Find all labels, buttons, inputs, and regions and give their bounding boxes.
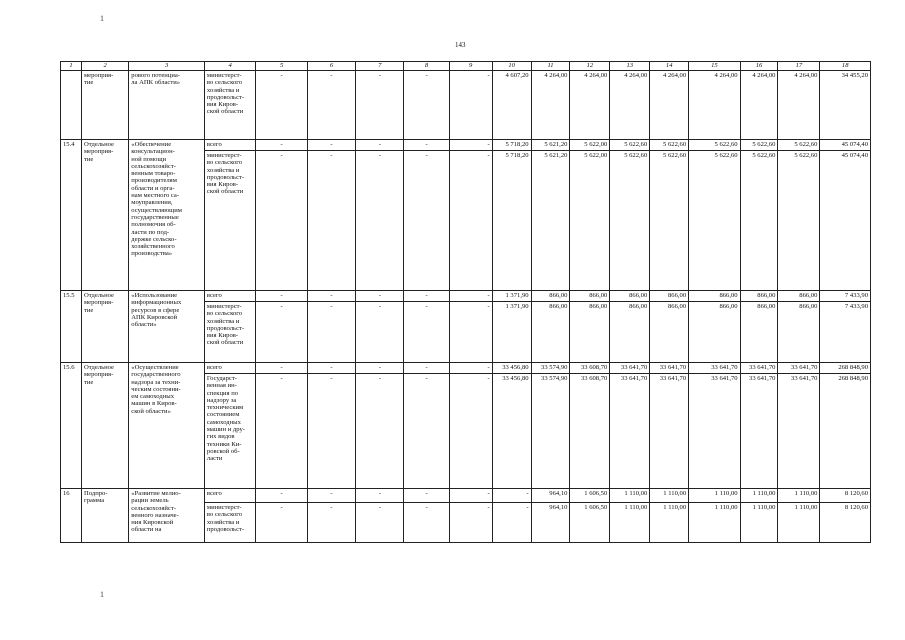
value-cell: 33 641,70: [689, 363, 740, 374]
table-row: [61, 140, 871, 151]
value-cell: 866,00: [650, 291, 689, 302]
value-cell: 5 622,00: [570, 140, 610, 151]
value-cell: 5 622,60: [650, 140, 689, 151]
row-type-cell: Отдельное мероприя- тие: [82, 140, 129, 291]
value-cell: 1 371,90: [492, 291, 531, 302]
value-cell: 4 264,00: [740, 71, 778, 140]
value-cell: 33 641,70: [610, 363, 650, 374]
value-cell: 4 264,00: [778, 71, 820, 140]
value-cell: -: [404, 291, 449, 302]
value-cell: -: [256, 140, 307, 151]
value-cell: -: [256, 503, 307, 543]
value-cell: -: [449, 291, 492, 302]
row-total-label-cell: всего: [204, 489, 255, 503]
table-row: [61, 489, 871, 503]
value-cell: 4 264,00: [570, 71, 610, 140]
value-cell: 33 608,70: [570, 363, 610, 374]
value-cell: 4 264,00: [689, 71, 740, 140]
value-cell: 7 433,90: [820, 302, 871, 363]
value-cell: 5 621,20: [531, 151, 570, 291]
value-cell: 866,00: [531, 302, 570, 363]
value-cell: 5 718,20: [492, 140, 531, 151]
value-cell: 33 641,70: [650, 374, 689, 489]
value-cell: -: [356, 374, 404, 489]
value-cell: 268 848,90: [820, 363, 871, 374]
value-cell: 33 574,90: [531, 363, 570, 374]
value-cell: 866,00: [531, 291, 570, 302]
value-cell: 4 264,00: [531, 71, 570, 140]
value-cell: 866,00: [610, 291, 650, 302]
row-responsible-cell: министерст- во сельского хозяйства и продовольст- вия Киров- ской области: [204, 302, 255, 363]
value-cell: 5 622,60: [778, 140, 820, 151]
value-cell: -: [256, 71, 307, 140]
value-cell: -: [256, 374, 307, 489]
value-cell: -: [356, 291, 404, 302]
row-total-label-cell: всего: [204, 140, 255, 151]
value-cell: -: [449, 140, 492, 151]
value-cell: -: [307, 71, 355, 140]
margin-mark-bottom: 1: [100, 590, 104, 599]
value-cell: 33 641,70: [778, 374, 820, 489]
value-cell: 1 110,00: [740, 503, 778, 543]
header-cell: 5: [256, 62, 307, 71]
row-number-cell: 16: [61, 489, 82, 543]
row-type-cell: Подпро- грамма: [82, 489, 129, 543]
value-cell: -: [449, 151, 492, 291]
value-cell: -: [356, 71, 404, 140]
value-cell: 1 110,00: [778, 503, 820, 543]
value-cell: 866,00: [778, 302, 820, 363]
value-cell: -: [307, 140, 355, 151]
value-cell: -: [307, 291, 355, 302]
row-type-cell: Отдельное мероприя- тие: [82, 291, 129, 363]
value-cell: 866,00: [570, 302, 610, 363]
value-cell: -: [356, 140, 404, 151]
value-cell: 1 110,00: [610, 503, 650, 543]
value-cell: -: [256, 302, 307, 363]
value-cell: -: [256, 151, 307, 291]
table-row: [61, 71, 871, 140]
value-cell: 7 433,90: [820, 291, 871, 302]
value-cell: -: [404, 374, 449, 489]
value-cell: 33 574,90: [531, 374, 570, 489]
value-cell: 33 641,70: [740, 374, 778, 489]
value-cell: -: [256, 363, 307, 374]
header-cell: 7: [356, 62, 404, 71]
value-cell: 964,10: [531, 503, 570, 543]
value-cell: -: [307, 489, 355, 503]
value-cell: -: [449, 71, 492, 140]
value-cell: -: [492, 503, 531, 543]
value-cell: -: [404, 363, 449, 374]
value-cell: 1 371,90: [492, 302, 531, 363]
row-responsible-cell: министерст- во сельского хозяйства и продовольст-: [204, 503, 255, 543]
row-number-cell: 15.4: [61, 140, 82, 291]
value-cell: 45 074,40: [820, 140, 871, 151]
value-cell: 5 622,60: [689, 151, 740, 291]
value-cell: 5 622,60: [650, 151, 689, 291]
value-cell: 1 110,00: [689, 503, 740, 543]
value-cell: 866,00: [570, 291, 610, 302]
value-cell: -: [307, 374, 355, 489]
row-name-cell: «Обеспечение консультацион- ной помощи сельскохозяйст- венным товаро- производителям области и орга- нам местного са- моуправления, осуществляющим государственные полномочия об- ласти по под- держке сельско- хозяйственного производства»: [129, 140, 205, 291]
value-cell: 866,00: [689, 291, 740, 302]
value-cell: 5 622,60: [689, 140, 740, 151]
value-cell: 33 456,80: [492, 374, 531, 489]
header-cell: 4: [204, 62, 255, 71]
value-cell: 33 641,70: [689, 374, 740, 489]
row-name-cell: рового потенциа- ла АПК области»: [129, 71, 205, 140]
header-cell: 11: [531, 62, 570, 71]
value-cell: 1 606,50: [570, 503, 610, 543]
header-cell: 13: [610, 62, 650, 71]
value-cell: -: [256, 489, 307, 503]
value-cell: 268 848,90: [820, 374, 871, 489]
header-cell: 6: [307, 62, 355, 71]
value-cell: -: [404, 302, 449, 363]
value-cell: 866,00: [650, 302, 689, 363]
value-cell: -: [449, 363, 492, 374]
header-cell: 1: [61, 62, 82, 71]
value-cell: -: [307, 363, 355, 374]
value-cell: 33 641,70: [610, 374, 650, 489]
value-cell: -: [307, 503, 355, 543]
header-cell: 2: [82, 62, 129, 71]
row-total-label-cell: всего: [204, 291, 255, 302]
value-cell: 1 110,00: [650, 503, 689, 543]
value-cell: 33 641,70: [778, 363, 820, 374]
row-number-cell: 15.5: [61, 291, 82, 363]
value-cell: -: [356, 302, 404, 363]
header-cell: 16: [740, 62, 778, 71]
table-row: [61, 363, 871, 374]
value-cell: -: [492, 489, 531, 503]
page-number: 143: [455, 41, 466, 49]
header-cell: 18: [820, 62, 871, 71]
value-cell: -: [356, 489, 404, 503]
value-cell: 866,00: [610, 302, 650, 363]
row-name-cell: «Использование информационных ресурсов в сфере АПК Кировской области»: [129, 291, 205, 363]
value-cell: -: [449, 503, 492, 543]
row-type-cell: мероприя- тие: [82, 71, 129, 140]
value-cell: 5 621,20: [531, 140, 570, 151]
value-cell: 4 264,00: [610, 71, 650, 140]
value-cell: 5 622,60: [610, 140, 650, 151]
value-cell: -: [449, 489, 492, 503]
value-cell: 866,00: [740, 302, 778, 363]
value-cell: 866,00: [778, 291, 820, 302]
value-cell: -: [449, 374, 492, 489]
header-cell: 9: [449, 62, 492, 71]
value-cell: -: [404, 503, 449, 543]
value-cell: 5 622,60: [740, 140, 778, 151]
row-total-label-cell: всего: [204, 363, 255, 374]
value-cell: 8 120,60: [820, 503, 871, 543]
value-cell: 1 110,00: [610, 489, 650, 503]
header-cell: 10: [492, 62, 531, 71]
header-cell: 14: [650, 62, 689, 71]
value-cell: 34 455,20: [820, 71, 871, 140]
value-cell: 1 110,00: [689, 489, 740, 503]
value-cell: 33 608,70: [570, 374, 610, 489]
row-type-cell: Отдельное мероприя- тие: [82, 363, 129, 489]
value-cell: 1 606,50: [570, 489, 610, 503]
value-cell: 964,10: [531, 489, 570, 503]
value-cell: -: [307, 151, 355, 291]
value-cell: 5 622,60: [778, 151, 820, 291]
value-cell: -: [449, 302, 492, 363]
header-cell: 15: [689, 62, 740, 71]
row-number-cell: 15.6: [61, 363, 82, 489]
value-cell: -: [356, 363, 404, 374]
table-row: [61, 291, 871, 302]
row-responsible-cell: Государст- венная ин- спекция по надзору за техническим состоянием самоходных машин и дру- гих видов техники Ки- ровской об- ласти: [204, 374, 255, 489]
value-cell: 4 607,20: [492, 71, 531, 140]
header-row: [61, 62, 871, 71]
value-cell: -: [404, 151, 449, 291]
value-cell: 8 120,60: [820, 489, 871, 503]
value-cell: -: [307, 302, 355, 363]
value-cell: 1 110,00: [740, 489, 778, 503]
value-cell: 33 456,80: [492, 363, 531, 374]
value-cell: -: [404, 140, 449, 151]
value-cell: 5 622,00: [570, 151, 610, 291]
value-cell: 5 622,60: [740, 151, 778, 291]
value-cell: 866,00: [740, 291, 778, 302]
row-responsible-cell: министерст- во сельского хозяйства и продовольст- вия Киров- ской области: [204, 71, 255, 140]
value-cell: -: [356, 503, 404, 543]
value-cell: 5 718,20: [492, 151, 531, 291]
value-cell: -: [256, 291, 307, 302]
header-cell: 8: [404, 62, 449, 71]
row-responsible-cell: министерст- во сельского хозяйства и продовольст- вия Киров- ской области: [204, 151, 255, 291]
margin-mark-top: 1: [100, 14, 104, 23]
row-name-cell: «Развитие мелио- рации земель сельскохозяйст- венного назначе- ния Кировской области на: [129, 489, 205, 543]
header-cell: 3: [129, 62, 205, 71]
header-cell: 12: [570, 62, 610, 71]
value-cell: -: [356, 151, 404, 291]
row-name-cell: «Осуществление государственного надзора за техни- ческим состояни- ем самоходных машин в Киров- ской области»: [129, 363, 205, 489]
value-cell: 45 074,40: [820, 151, 871, 291]
value-cell: 4 264,00: [650, 71, 689, 140]
value-cell: -: [404, 71, 449, 140]
financing-table: [60, 61, 871, 543]
value-cell: 1 110,00: [778, 489, 820, 503]
header-cell: 17: [778, 62, 820, 71]
row-number-cell: [61, 71, 82, 140]
value-cell: -: [404, 489, 449, 503]
value-cell: 1 110,00: [650, 489, 689, 503]
value-cell: 33 641,70: [650, 363, 689, 374]
value-cell: 5 622,60: [610, 151, 650, 291]
value-cell: 866,00: [689, 302, 740, 363]
value-cell: 33 641,70: [740, 363, 778, 374]
